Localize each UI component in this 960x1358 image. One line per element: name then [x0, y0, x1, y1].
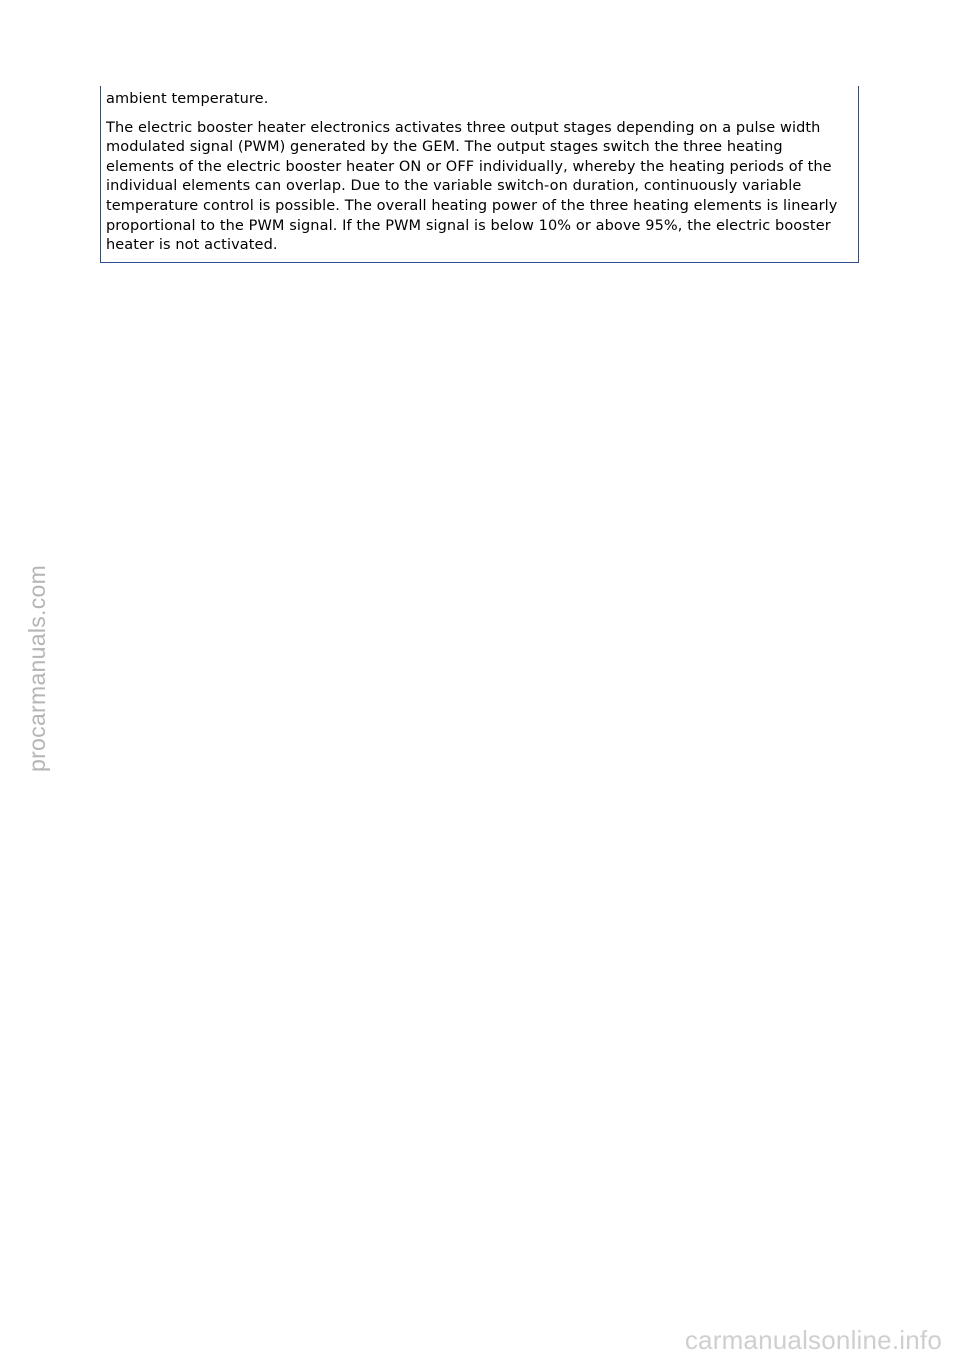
- watermark-left: procarmanuals.com: [24, 564, 50, 772]
- watermark-bottom: carmanualsonline.info: [684, 1325, 942, 1355]
- paragraph-continuation: ambient temperature.: [106, 91, 269, 107]
- text-box: [100, 86, 859, 263]
- paragraph-booster-heater: The electric booster heater electronics activates three output stages depending on a pulse width modulated signal (PWM) generated by the GEM. The output stages switch the three heating elements of the electric booster heater ON or OFF individually, whereby the heating periods of the individual elements can overlap. Due to the variable switch-on duration, continuously variable temperature control is possible. The overall heating power of the three heating elements is linearly proportional to the PWM signal. If the PWM signal is below 10% or above 95%, the electric booster heater is not activated.: [106, 119, 838, 254]
